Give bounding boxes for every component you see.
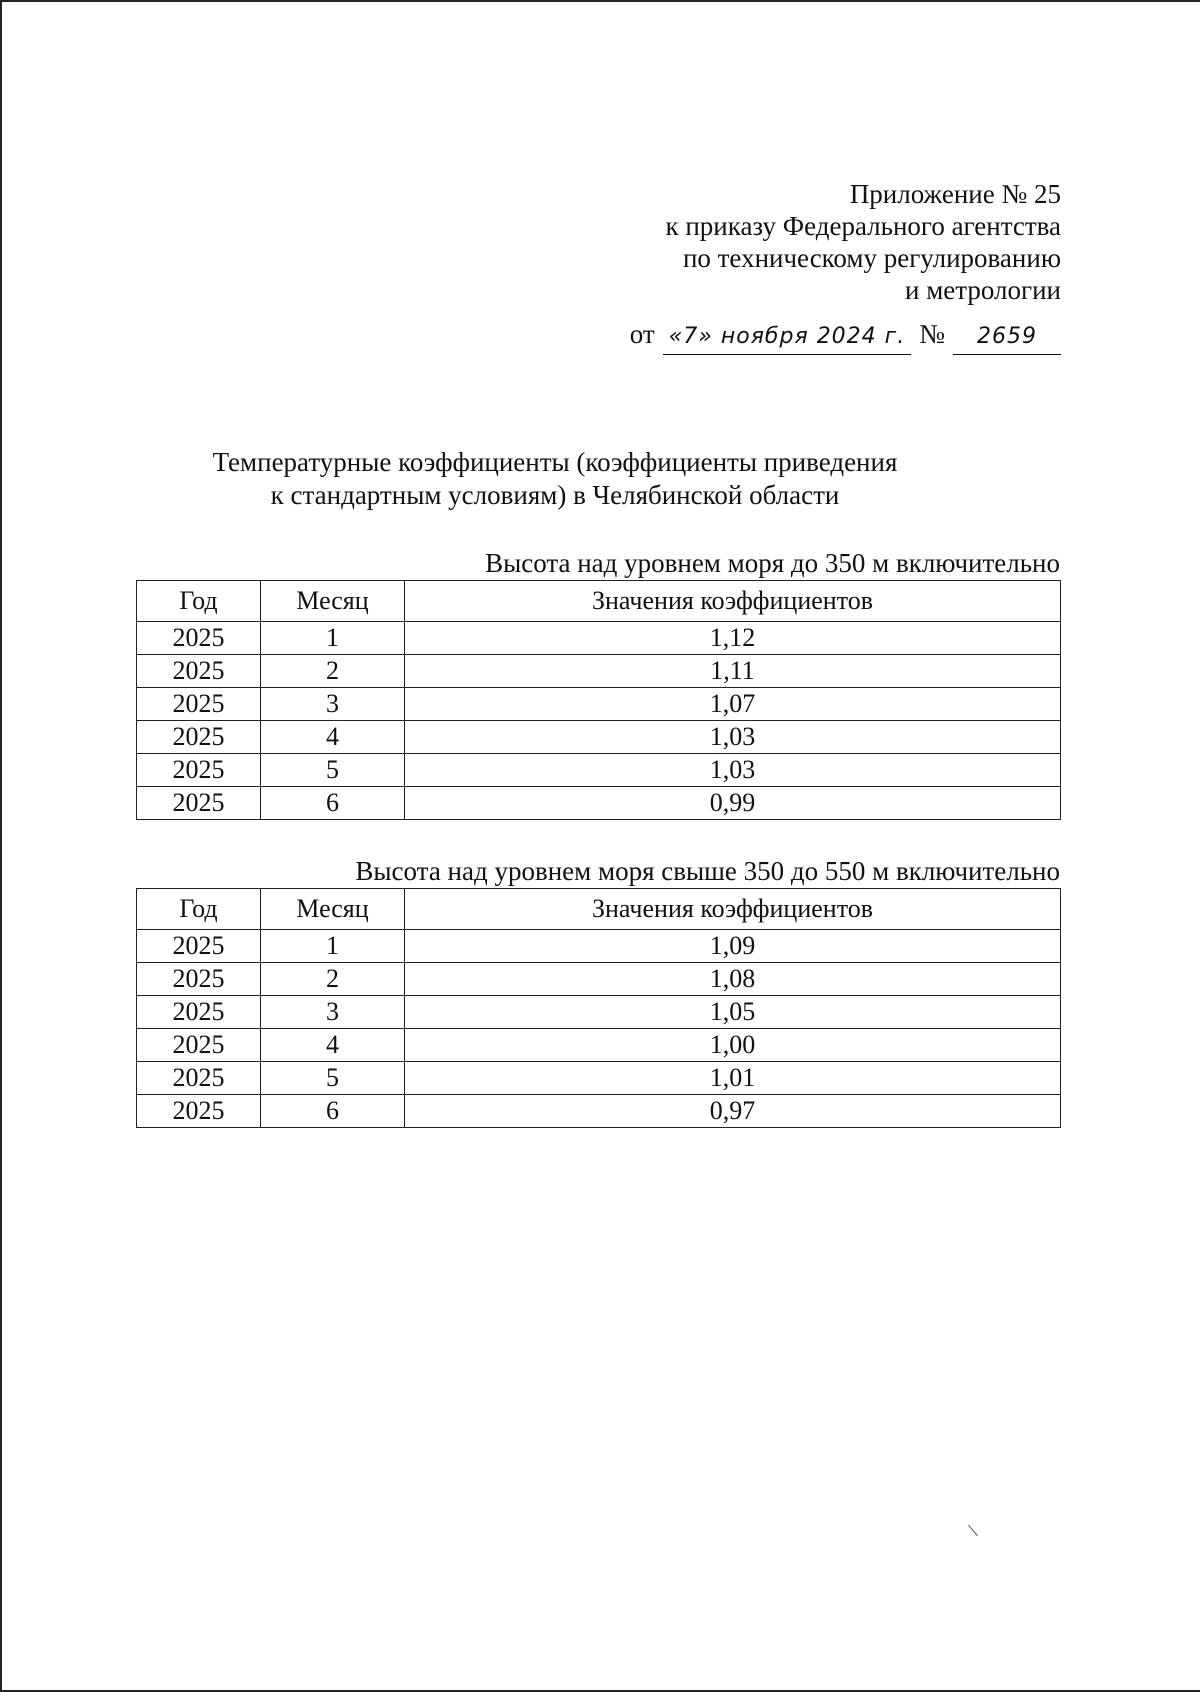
cell-year: 2025 [137, 1029, 261, 1062]
table-row [137, 1062, 1061, 1095]
cell-year: 2025 [137, 996, 261, 1029]
cell-value: 1,07 [405, 688, 1061, 721]
cell-month: 4 [261, 1029, 405, 1062]
cell-year: 2025 [137, 622, 261, 655]
cell-month: 1 [261, 930, 405, 963]
cell-month: 6 [261, 1095, 405, 1128]
from-label: от [629, 319, 655, 349]
table-caption-2: Высота над уровнем моря свыше 350 до 550 м включительно [355, 856, 1060, 886]
cell-month: 5 [261, 754, 405, 787]
table-header-row [137, 581, 1061, 622]
header-year: Год [137, 581, 261, 622]
header-month: Месяц [261, 581, 405, 622]
coefficients-table-1 [136, 580, 1061, 820]
table-header-row [137, 889, 1061, 930]
number-label: № [919, 319, 945, 349]
agency-line-end: и метрологии [905, 275, 1061, 305]
order-date-number [630, 318, 1061, 355]
cell-year: 2025 [137, 655, 261, 688]
cell-year: 2025 [137, 963, 261, 996]
cell-year: 2025 [137, 688, 261, 721]
order-reference: к приказу Федерального агентства [665, 211, 1061, 241]
coefficients-table-2 [136, 888, 1061, 1128]
table-row [137, 787, 1061, 820]
cell-year: 2025 [137, 721, 261, 754]
header-year: Год [137, 889, 261, 930]
agency-line: по техническому регулированию [682, 243, 1061, 273]
cell-value: 1,01 [405, 1062, 1061, 1095]
cell-month: 3 [261, 996, 405, 1029]
cell-value: 1,03 [405, 721, 1061, 754]
appendix-number: Приложение № 25 [849, 179, 1061, 209]
cell-value: 1,11 [405, 655, 1061, 688]
table-row [137, 688, 1061, 721]
cell-year: 2025 [137, 930, 261, 963]
table-row [137, 930, 1061, 963]
cell-value: 1,09 [405, 930, 1061, 963]
cell-value: 1,12 [405, 622, 1061, 655]
table-caption-1: Высота над уровнем моря до 350 м включительно [485, 548, 1060, 578]
title-line-1: Температурные коэффициенты (коэффициенты приведения [212, 447, 898, 477]
document-title [140, 446, 970, 512]
table-row [137, 1029, 1061, 1062]
cell-month: 1 [261, 622, 405, 655]
cell-year: 2025 [137, 1062, 261, 1095]
cell-value: 0,99 [405, 787, 1061, 820]
cell-year: 2025 [137, 1095, 261, 1128]
cell-month: 2 [261, 963, 405, 996]
table-row [137, 655, 1061, 688]
handwritten-order-number: 2659 [953, 321, 1061, 355]
cell-value: 0,97 [405, 1095, 1061, 1128]
cell-month: 5 [261, 1062, 405, 1095]
cell-year: 2025 [137, 754, 261, 787]
cell-year: 2025 [137, 787, 261, 820]
cell-value: 1,00 [405, 1029, 1061, 1062]
cell-month: 3 [261, 688, 405, 721]
handwritten-date: «7» ноября 2024 г. [663, 321, 912, 355]
cell-month: 2 [261, 655, 405, 688]
cell-value: 1,03 [405, 754, 1061, 787]
cell-value: 1,08 [405, 963, 1061, 996]
title-line-2: к стандартным условиям) в Челябинской области [270, 480, 840, 510]
cell-value: 1,05 [405, 996, 1061, 1029]
table-row [137, 1095, 1061, 1128]
table-row [137, 754, 1061, 787]
table-row [137, 721, 1061, 754]
table-row [137, 996, 1061, 1029]
header-value: Значения коэффициентов [405, 581, 1061, 622]
table-row [137, 622, 1061, 655]
header-value: Значения коэффициентов [405, 889, 1061, 930]
header-month: Месяц [261, 889, 405, 930]
table-row [137, 963, 1061, 996]
approval-block [630, 178, 1061, 355]
cell-month: 6 [261, 787, 405, 820]
cell-month: 4 [261, 721, 405, 754]
